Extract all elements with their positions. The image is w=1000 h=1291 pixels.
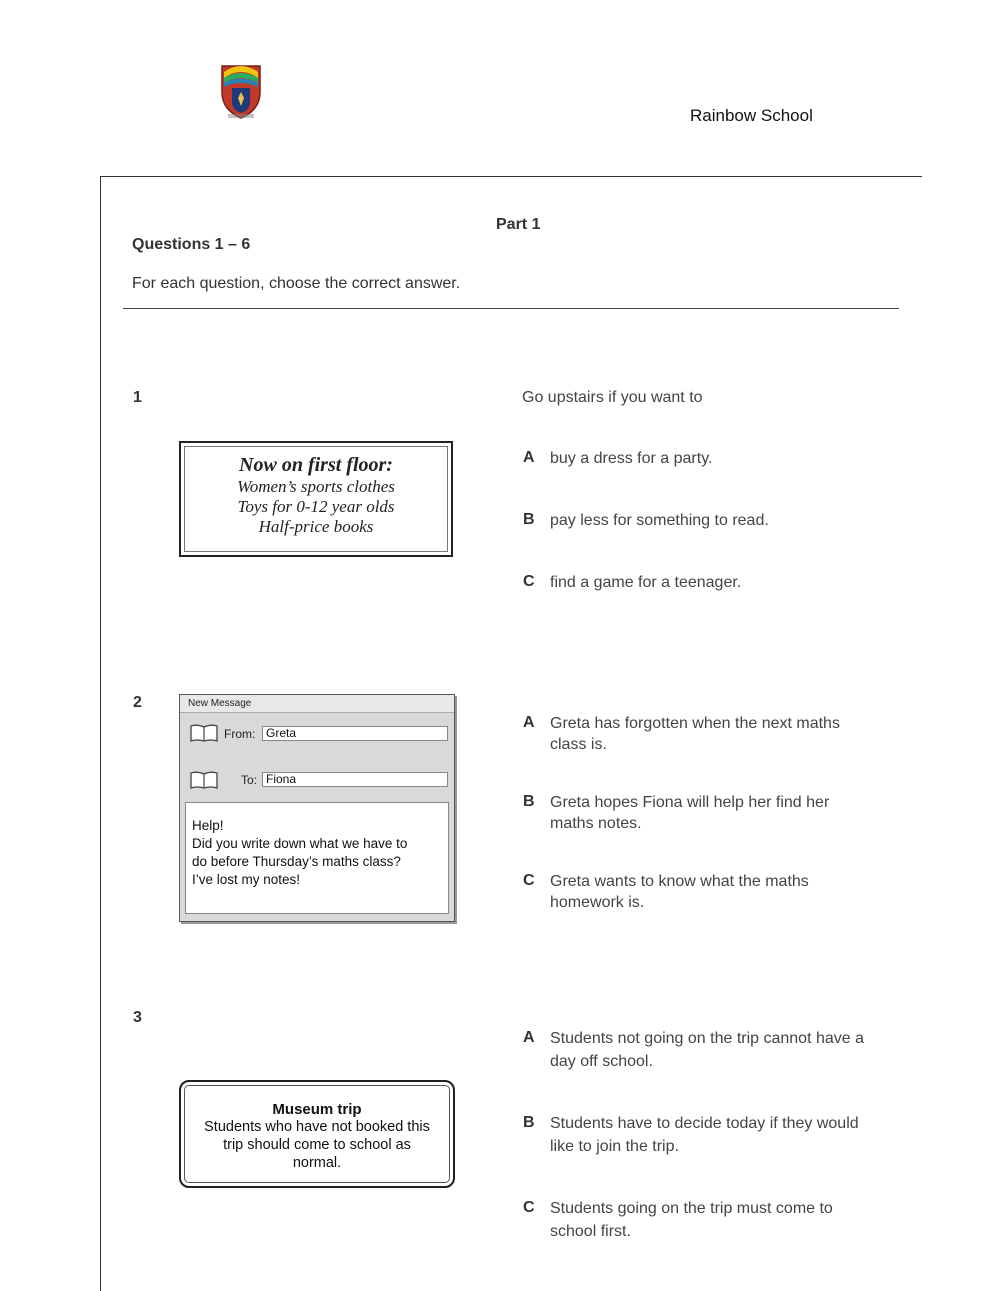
option-letter[interactable]: A xyxy=(523,1029,535,1046)
page-frame-left xyxy=(100,176,101,1291)
divider xyxy=(123,308,899,309)
option-letter[interactable]: C xyxy=(523,872,535,889)
option-text[interactable]: Students not going on the trip cannot have a day off school. xyxy=(550,1030,865,1070)
option-text[interactable]: find a game for a teenager. xyxy=(550,574,742,591)
from-label: From: xyxy=(224,727,256,741)
email-window xyxy=(179,694,455,922)
store-sign xyxy=(179,441,453,557)
to-field[interactable]: Fiona xyxy=(262,772,448,787)
notice-heading: Museum trip xyxy=(272,1101,362,1118)
address-book-icon xyxy=(189,770,219,790)
question-number: 1 xyxy=(133,389,142,406)
sign-line: Half-price books xyxy=(258,517,374,536)
sign-line: Women’s sports clothes xyxy=(237,477,395,496)
questions-range: Questions 1 – 6 xyxy=(132,236,251,253)
question-stem: Go upstairs if you want to xyxy=(522,389,703,406)
question-number: 3 xyxy=(133,1009,142,1026)
email-body-line: I’ve lost my notes! xyxy=(192,872,301,887)
option-text[interactable]: Students going on the trip must come to school first. xyxy=(550,1200,833,1240)
page-frame-top xyxy=(100,176,922,177)
option-text[interactable]: Greta has forgotten when the next maths class is. xyxy=(550,715,840,753)
museum-trip-notice xyxy=(179,1080,455,1188)
option-text[interactable]: Greta wants to know what the maths homework is. xyxy=(550,873,809,911)
school-name: Rainbow School xyxy=(690,106,813,125)
to-label: To: xyxy=(241,773,258,787)
option-letter[interactable]: C xyxy=(523,573,535,590)
option-letter[interactable]: B xyxy=(523,1114,535,1131)
question-number: 2 xyxy=(133,694,142,711)
option-letter[interactable]: B xyxy=(523,793,535,810)
option-text[interactable]: buy a dress for a party. xyxy=(550,450,713,467)
option-text[interactable]: Greta hopes Fiona will help her find her maths notes. xyxy=(550,794,830,832)
address-book-icon xyxy=(189,723,219,743)
instruction: For each question, choose the correct answer. xyxy=(132,275,461,292)
school-crest-icon xyxy=(218,62,264,120)
notice-line: normal. xyxy=(292,1155,342,1171)
email-body-line: Did you write down what we have to xyxy=(192,836,408,851)
option-text[interactable]: Students have to decide today if they would like to join the trip. xyxy=(550,1115,859,1155)
email-body-line: do before Thursday’s maths class? xyxy=(192,854,401,869)
email-body-line: Help! xyxy=(192,818,224,833)
option-text[interactable]: pay less for something to read. xyxy=(550,512,769,529)
notice-line: trip should come to school as xyxy=(223,1137,411,1153)
email-body[interactable] xyxy=(185,802,449,914)
option-letter[interactable]: A xyxy=(523,449,535,466)
option-letter[interactable]: C xyxy=(523,1199,535,1216)
sign-heading: Now on first floor: xyxy=(239,454,393,476)
email-window-title: New Message xyxy=(188,698,252,709)
option-letter[interactable]: B xyxy=(523,511,535,528)
part-title: Part 1 xyxy=(496,216,541,233)
from-field[interactable]: Greta xyxy=(262,726,448,741)
option-letter[interactable]: A xyxy=(523,714,535,731)
notice-line: Students who have not booked this xyxy=(204,1119,430,1135)
sign-line: Toys for 0-12 year olds xyxy=(237,497,395,516)
